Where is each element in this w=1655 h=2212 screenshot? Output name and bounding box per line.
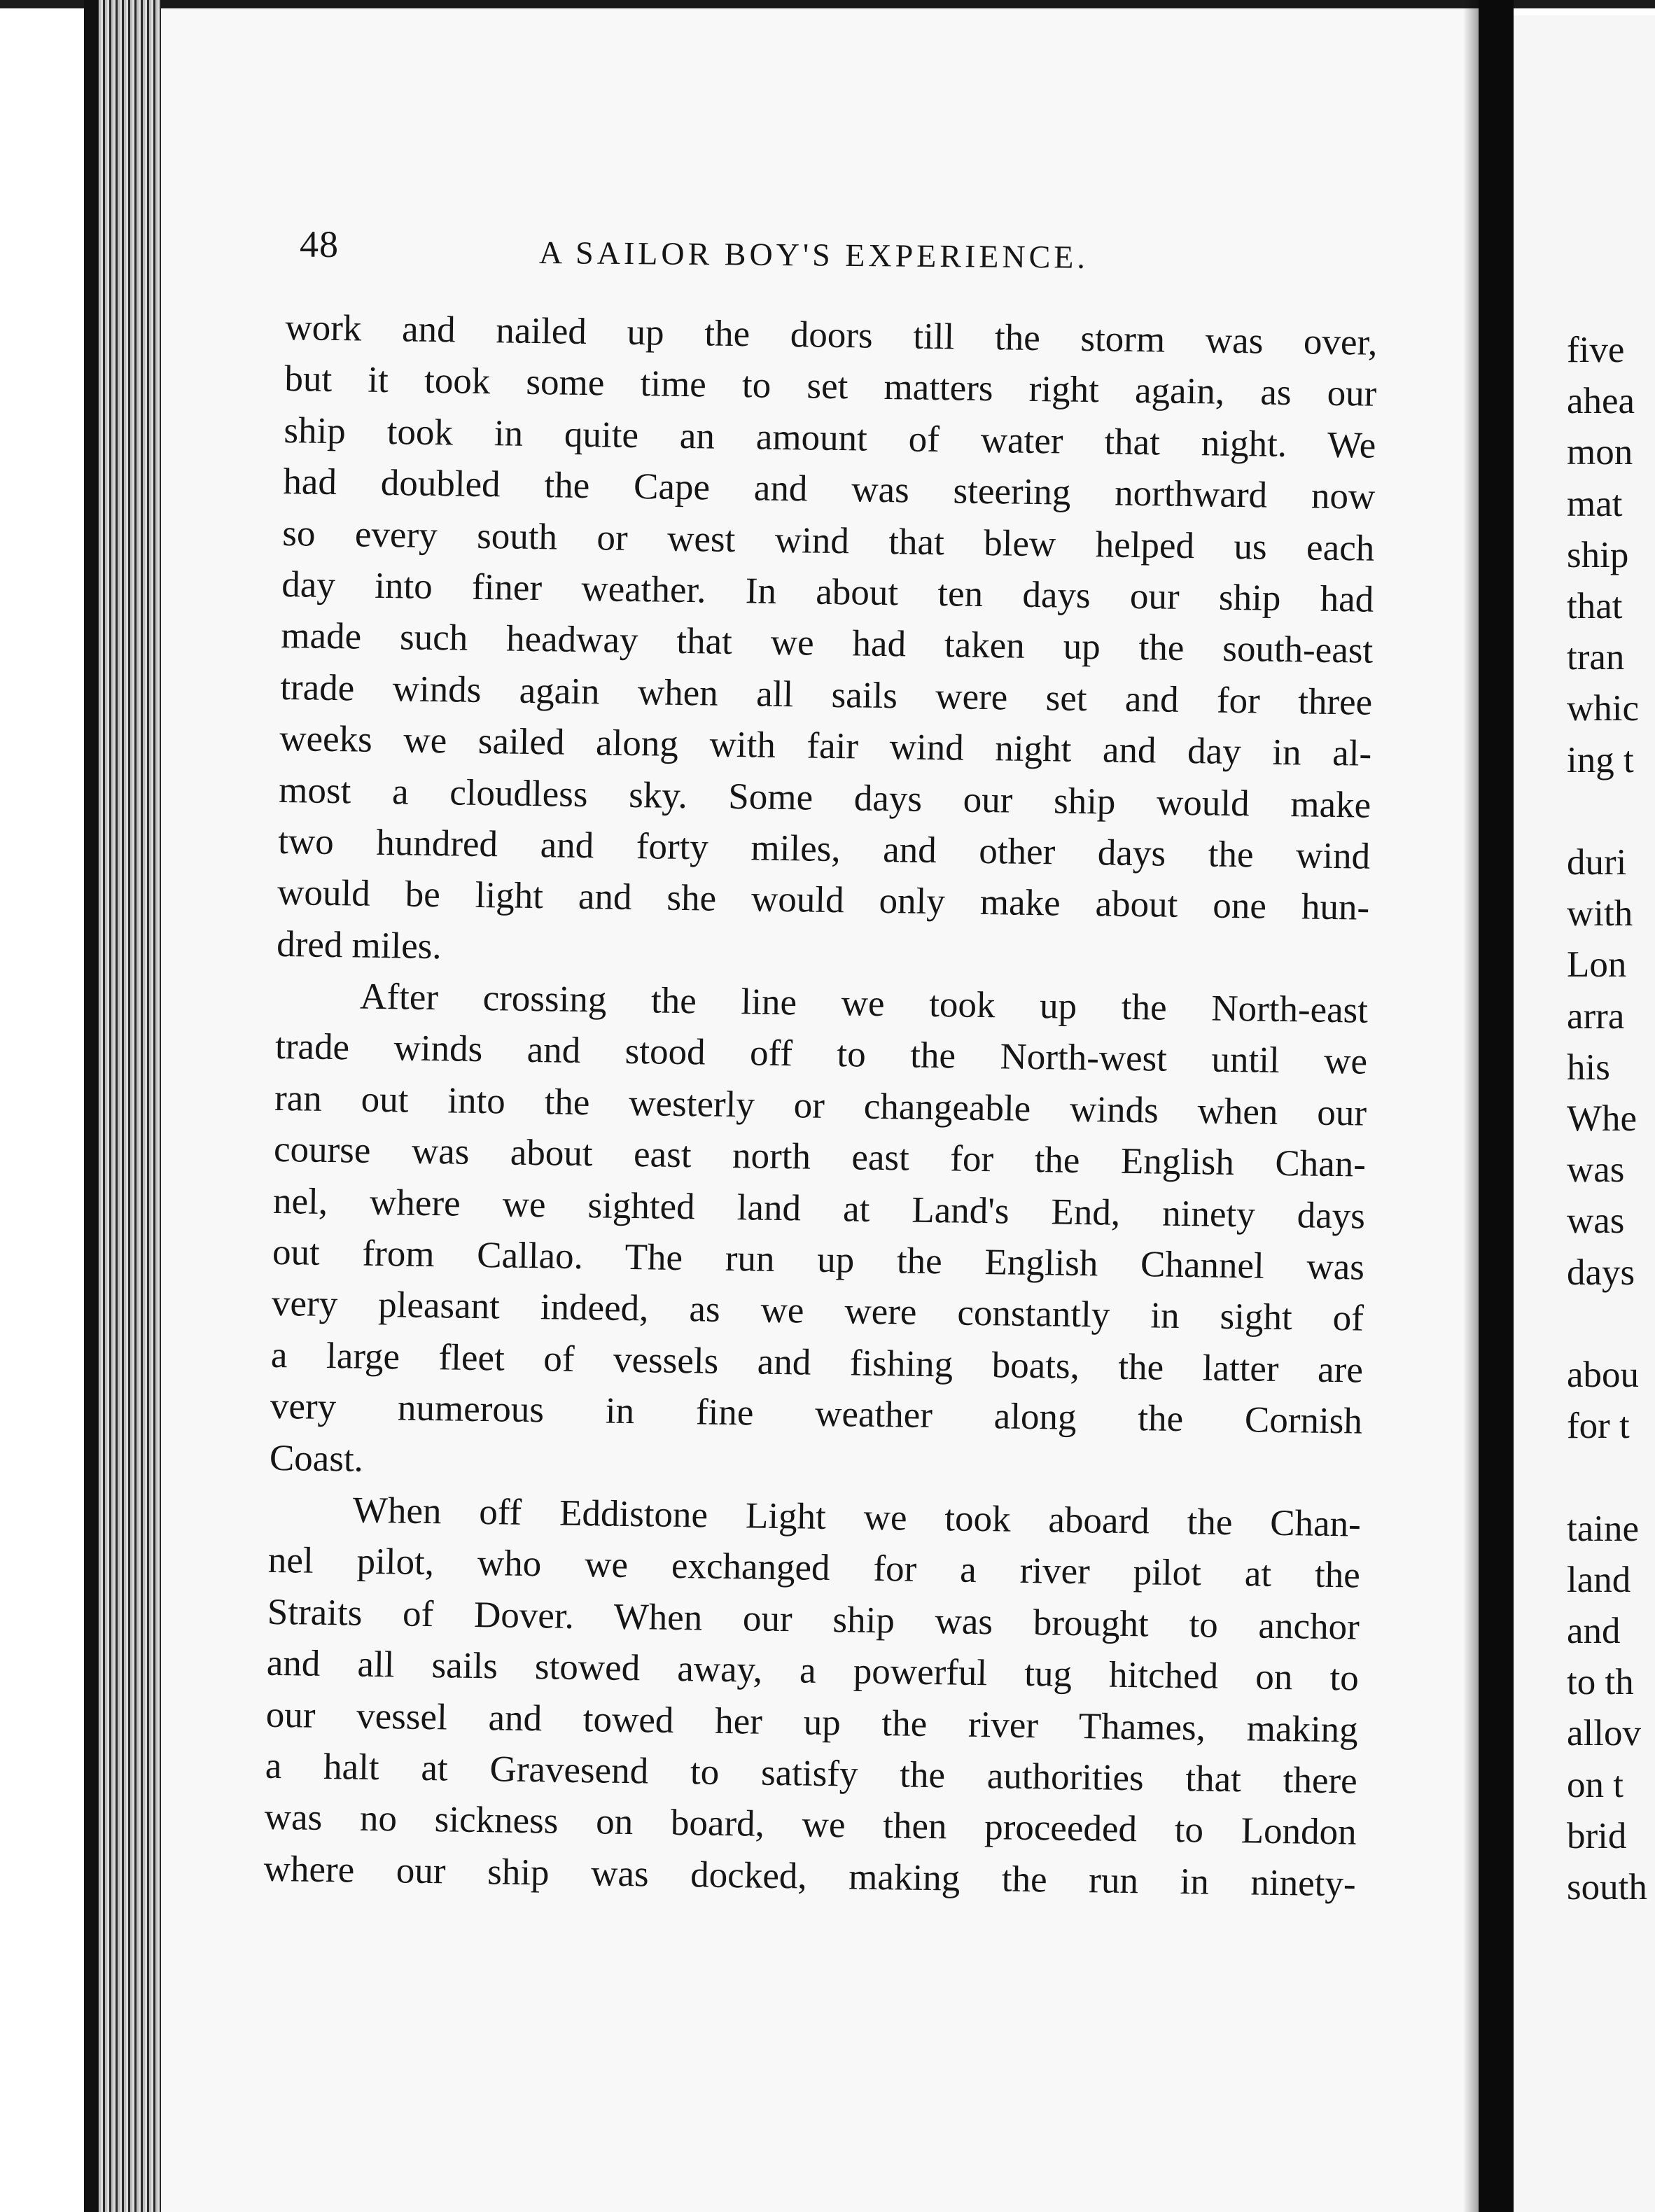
text-line: ship took in quite an amount of water that night. We xyxy=(284,410,1376,466)
text-line: most a cloudless sky. Some days our ship would make xyxy=(278,769,1371,826)
text-line: day into finer weather. In about ten days our ship had xyxy=(281,564,1374,620)
text-line: nel pilot, who we exchanged for a river pilot at the xyxy=(267,1540,1361,1596)
facing-page-line: mat xyxy=(1567,483,1623,524)
facing-page-line: was xyxy=(1567,1149,1625,1191)
facing-page-line: Whe xyxy=(1567,1098,1637,1139)
text-line: where our ship was docked, making the run in ninety- xyxy=(263,1848,1357,1905)
facing-page-line: was xyxy=(1567,1200,1625,1242)
facing-page-line: allov xyxy=(1567,1713,1641,1754)
facing-page-line: whic xyxy=(1567,688,1640,729)
facing-page-line: his xyxy=(1567,1046,1610,1088)
facing-page-line: to th xyxy=(1567,1662,1634,1703)
text-line: After crossing the line we took up the North-east xyxy=(359,976,1369,1031)
facing-page-line: mon xyxy=(1567,432,1633,473)
body-text xyxy=(263,302,1378,1910)
facing-page-line: taine xyxy=(1567,1508,1639,1549)
text-line: very pleasant indeed, as we were constantly in sight of xyxy=(271,1283,1364,1340)
text-line: our vessel and towed her up the river Thames, making xyxy=(265,1694,1359,1751)
text-line: work and nailed up the doors till the storm was over, xyxy=(285,307,1378,363)
facing-page-line: arra xyxy=(1567,995,1625,1037)
facing-page-line: tran xyxy=(1567,637,1625,678)
text-line: trade winds and stood off to the North-west until we xyxy=(274,1026,1368,1083)
text-line: dred miles. xyxy=(276,923,442,967)
text-line: a large fleet of vessels and fishing boats, the latter are xyxy=(270,1334,1364,1391)
facing-page-line: ahea xyxy=(1567,381,1635,422)
facing-page-line: on t xyxy=(1567,1764,1623,1805)
text-line: nel, where we sighted land at Land's End, ninety days xyxy=(272,1180,1366,1237)
facing-page-line: five xyxy=(1567,330,1625,370)
facing-page-line: and xyxy=(1567,1611,1621,1651)
text-line: so every south or west wind that blew helped us each xyxy=(281,512,1375,569)
paragraph xyxy=(269,970,1368,1499)
facing-page-line: that xyxy=(1567,586,1623,626)
gutter-shadow xyxy=(1463,0,1479,2212)
facing-page-line: abou xyxy=(1567,1354,1640,1395)
running-head: A SAILOR BOY'S EXPERIENCE. xyxy=(538,234,1089,275)
facing-page-line: duri xyxy=(1567,842,1627,883)
text-line: trade winds again when all sails were set and for three xyxy=(279,666,1373,723)
text-line: ran out into the westerly or changeable winds when our xyxy=(274,1077,1367,1134)
facing-page-line: days xyxy=(1567,1252,1635,1293)
text-line: and all sails stowed away, a powerful tug hitched on to xyxy=(266,1642,1360,1699)
facing-page-line: south xyxy=(1567,1867,1647,1907)
text-line: made such headway that we had taken up the south-east xyxy=(280,615,1374,672)
text-line: out from Callao. The run up the English Channel was xyxy=(272,1231,1365,1288)
page-stack-shadow xyxy=(84,0,98,2212)
text-line: but it took some time to set matters right again, as our xyxy=(284,358,1377,415)
text-line: When off Eddistone Light we took aboard the Chan- xyxy=(352,1490,1362,1545)
facing-page-line: ship xyxy=(1567,534,1629,575)
text-line: very numerous in fine weather along the Cornish xyxy=(270,1386,1363,1442)
text-line: two hundred and forty miles, and other days the wind xyxy=(277,820,1371,877)
page-number: 48 xyxy=(300,223,339,265)
text-line: course was about east north east for the English Chan- xyxy=(273,1129,1367,1185)
paragraph xyxy=(277,302,1378,986)
facing-page-line: ing t xyxy=(1567,739,1634,780)
text-line: a halt at Gravesend to satisfy the authorities that there xyxy=(265,1745,1358,1802)
book-gutter xyxy=(1479,0,1514,2212)
text-line: was no sickness on board, we then proceeded to London xyxy=(264,1797,1357,1853)
facing-page-line: land xyxy=(1567,1559,1631,1600)
text-line: would be light and she would only make about one hun- xyxy=(277,872,1370,928)
paragraph xyxy=(263,1484,1361,1910)
text-line: weeks we sailed along with fair wind night and day in al- xyxy=(279,718,1372,774)
text-line: Coast. xyxy=(269,1437,364,1480)
facing-page-line: with xyxy=(1567,893,1633,934)
text-line: Straits of Dover. When our ship was brought to anchor xyxy=(267,1591,1360,1648)
facing-page-line: for t xyxy=(1567,1406,1630,1447)
text-line: had doubled the Cape and was steering northward now xyxy=(283,461,1376,517)
facing-page-line: Lon xyxy=(1567,944,1627,986)
facing-page-line: brid xyxy=(1567,1815,1627,1856)
scan-top-edge xyxy=(0,0,1655,8)
